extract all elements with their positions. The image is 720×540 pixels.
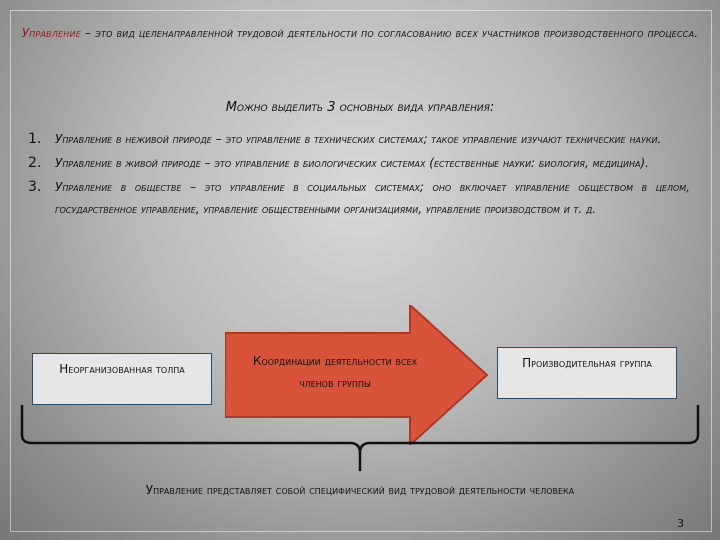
item-number: 1. (28, 131, 42, 147)
definition-text (20, 22, 700, 45)
item-text: Управление в неживой природе – это управление в технических системах; такое управление изучают технические науки. (55, 132, 662, 146)
disorganized-crowd-box: Неорганизованная толпа (32, 353, 212, 405)
types-list (28, 128, 690, 220)
productive-group-box: Производительная группа (497, 347, 677, 399)
arrow-label: Координации деятельности всех членов группы (252, 354, 418, 390)
item-text: Управление в живой природе – это управление в биологических системах (естественные науки: биология, медицина). (55, 156, 649, 170)
item-text: Управление в обществе – это управление в социальных системах; оно включает управление обществом в целом, государственное управление, управление общественными организациями, управление производством и т. д. (55, 180, 690, 216)
page-number: 3 (677, 517, 684, 530)
item-number: 2. (28, 155, 42, 171)
conclusion-text: Управление представляет собой специфический вид трудовой деятельности человека (145, 483, 575, 497)
definition-term: Управление (21, 26, 81, 40)
list-item (28, 128, 690, 150)
subtitle: Можно выделить 3 основных вида управления: (225, 100, 495, 115)
definition-body: – это вид целенаправленной трудовой деятельности по согласованию всех участников производственного процесса. (80, 26, 699, 40)
list-item (28, 152, 690, 174)
brace-icon (20, 405, 700, 475)
item-number: 3. (28, 179, 42, 195)
list-item (28, 176, 690, 220)
